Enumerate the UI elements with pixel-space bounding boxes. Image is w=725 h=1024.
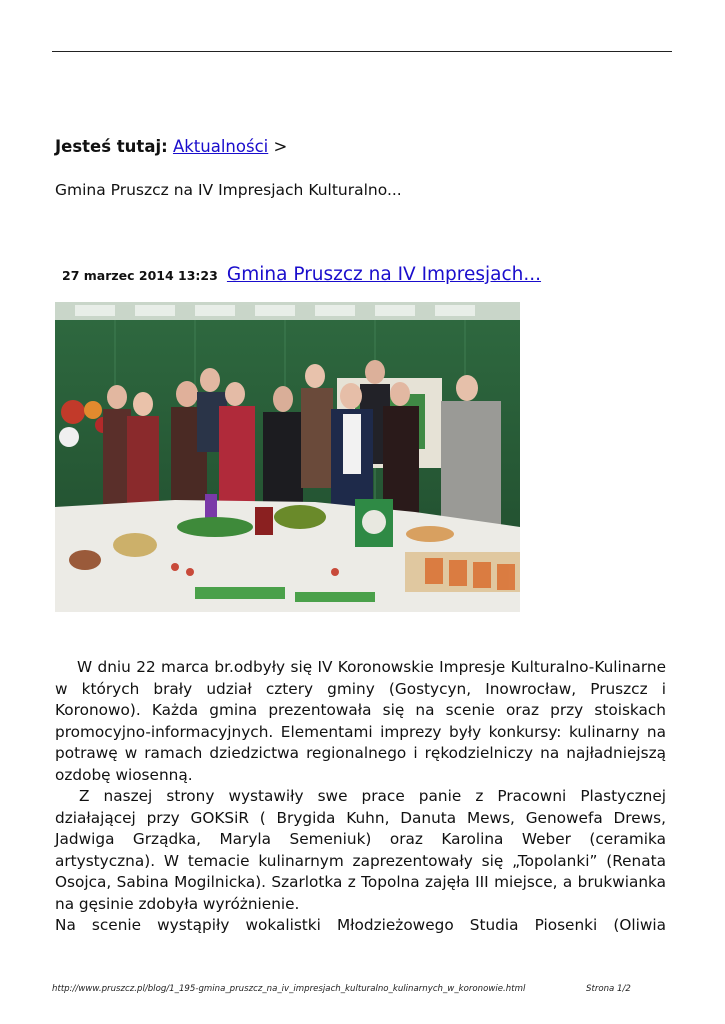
post-header — [62, 264, 541, 285]
article-paragraph: Na scenie wystąpiły wokalistki Młodzieżowego Studia Piosenki (Oliwia — [55, 916, 666, 934]
article-paragraph: W dniu 22 marca br.odbyły się IV Koronowskie Impresje Kulturalno-Kulinarne w których brały udział cztery gminy (Gostycyn, Inowrocław, Pruszcz i Koronowo). Każda gmina prezentowała się na scenie oraz przy stoiskach promocyjno-informacyjnych. Elementami imprezy były konkursy: kulinarny na potrawę w ramach dziedzictwa regionalnego i rękodzielniczy na najładniejszą ozdobę wiosenną. — [55, 658, 666, 784]
footer-page-number: Strona 1/2 — [586, 984, 631, 994]
article-body — [55, 657, 666, 937]
group-photo — [55, 302, 520, 612]
footer-url: http://www.pruszcz.pl/blog/1_195-gmina_pruszcz_na_iv_impresjach_kulturalno_kulinarnych_w_koronowie.html — [52, 984, 526, 994]
breadcrumb-separator: > — [273, 137, 288, 156]
breadcrumb-link-aktualnosci[interactable]: Aktualności — [172, 137, 269, 156]
breadcrumb-label: Jesteś tutaj: — [55, 137, 168, 156]
post-date: 27 marzec 2014 13:23 — [62, 268, 218, 283]
article-paragraph: Z naszej strony wystawiły swe prace panie z Pracowni Plastycznej działającej przy GOKSiR ( Brygida Kuhn, Danuta Mews, Genowefa Drews, Jadwiga Grządka, Maryla Semeniuk) oraz Karolina Weber (ceramika artystyczna). W temacie kulinarnym zaprezentowały się „Topolanki” (Renata Osojca, Sabina Mogilnicka). Szarlotka z Topolna zajęła III miejsce, a brukwianka na gęsinie zdobyła wyróżnienie. — [55, 787, 666, 913]
page-subtitle: Gmina Pruszcz na IV Impresjach Kulturalno... — [55, 181, 402, 199]
top-divider — [52, 51, 672, 52]
breadcrumb — [55, 136, 287, 158]
post-title-link[interactable]: Gmina Pruszcz na IV Impresjach... — [226, 264, 542, 285]
